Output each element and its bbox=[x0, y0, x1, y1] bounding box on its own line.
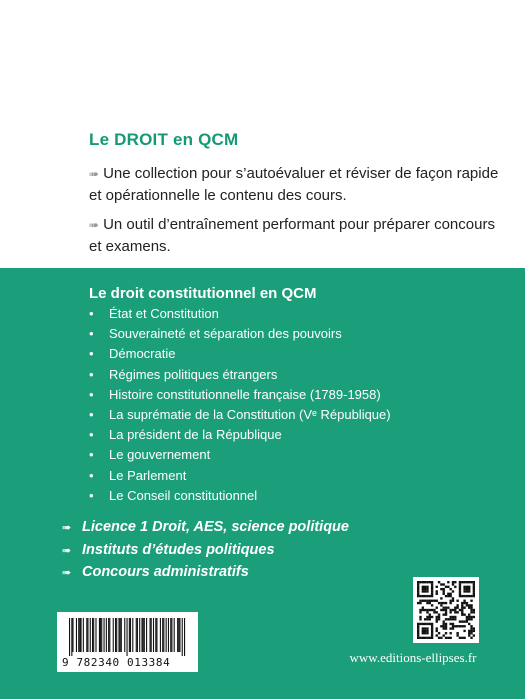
arrow-right-icon: ➠ bbox=[62, 567, 72, 579]
bullet-icon: • bbox=[89, 467, 94, 483]
arrow-right-icon: ➠ bbox=[62, 544, 72, 557]
audience-item: ➠ Concours administratifs bbox=[62, 561, 349, 584]
topic-item: • Le Conseil constitutionnel bbox=[89, 486, 391, 506]
bullet-icon: • bbox=[89, 346, 94, 362]
bullet-icon: • bbox=[89, 447, 94, 463]
bullet-icon: • bbox=[89, 487, 94, 503]
topic-item: • Histoire constitutionnelle française (1789-1958) bbox=[89, 385, 391, 405]
topic-item: • Régimes politiques étrangers bbox=[89, 365, 391, 385]
topic-item: • Souveraineté et séparation des pouvoirs bbox=[89, 324, 391, 344]
arrow-right-icon: ➠ bbox=[89, 167, 100, 181]
bullet-icon: • bbox=[89, 406, 94, 422]
audience-item: ➠ Instituts d’études politiques bbox=[62, 539, 349, 562]
isbn-number: 9 782340 013384 bbox=[62, 656, 171, 669]
barcode-bars-icon bbox=[57, 612, 198, 656]
pitch-text-2: Un outil d’entraînement performant pour préparer concours et examens. bbox=[89, 216, 495, 255]
bullet-icon: • bbox=[89, 366, 94, 382]
topic-item: • Le gouvernement bbox=[89, 445, 391, 465]
barcode bbox=[57, 612, 198, 672]
pitch-line-1 bbox=[89, 163, 509, 206]
topic-item: • Le Parlement bbox=[89, 466, 391, 486]
audience-item: ➠ Licence 1 Droit, AES, science politique bbox=[62, 516, 349, 539]
qr-code[interactable] bbox=[413, 577, 479, 643]
publisher-website[interactable]: www.editions-ellipses.fr bbox=[349, 650, 477, 665]
topic-item: • Démocratie bbox=[89, 344, 391, 364]
bullet-icon: • bbox=[89, 306, 94, 321]
bullet-icon: • bbox=[89, 427, 94, 443]
book-title: Le droit constitutionnel en QCM bbox=[89, 285, 317, 302]
topic-item: • La suprématie de la Constitution (Vᵉ République) bbox=[89, 405, 391, 425]
bullet-icon: • bbox=[89, 326, 94, 342]
collection-title: Le DROIT en QCM bbox=[89, 130, 239, 149]
topics-list bbox=[89, 304, 391, 506]
qr-code-icon bbox=[417, 581, 475, 639]
arrow-right-icon: ➠ bbox=[89, 218, 100, 232]
arrow-right-icon: ➠ bbox=[62, 522, 72, 534]
pitch-text-1: Une collection pour s’autoévaluer et réviser de façon rapide et opérationnelle le contenu des cours. bbox=[89, 165, 499, 204]
pitch-line-2 bbox=[89, 214, 509, 257]
topic-item: • La président de la République bbox=[89, 425, 391, 445]
bullet-icon: • bbox=[89, 386, 94, 402]
topic-item: • État et Constitution bbox=[89, 304, 391, 324]
audience-list bbox=[62, 516, 349, 584]
